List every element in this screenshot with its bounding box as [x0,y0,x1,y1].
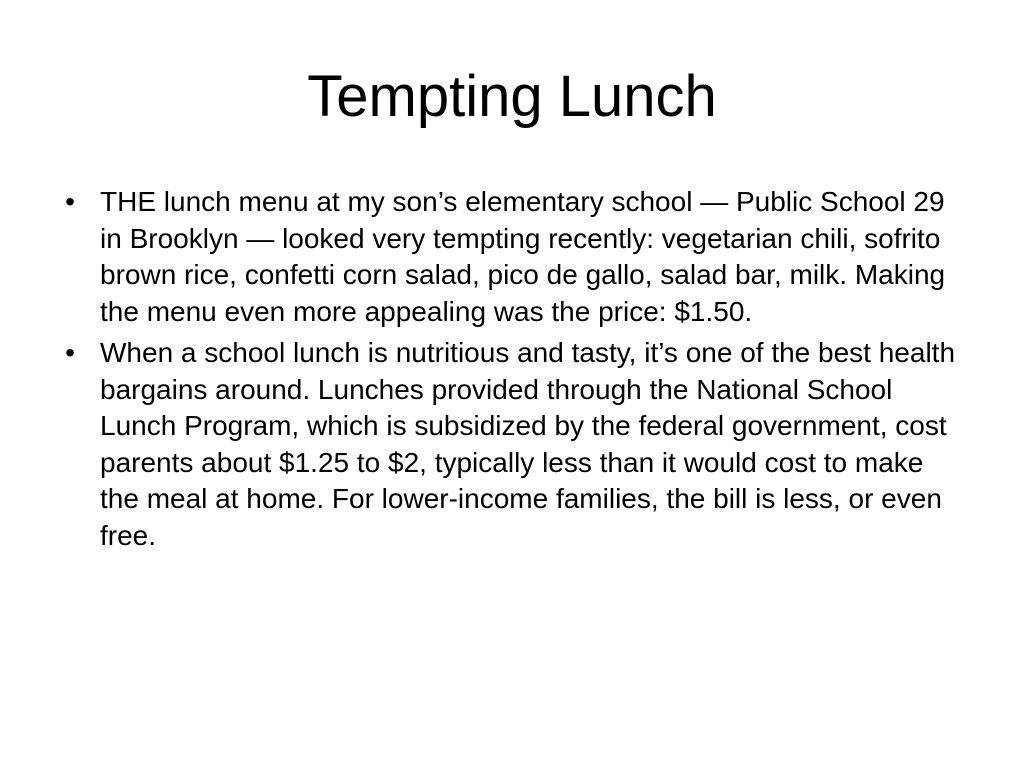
bullet-text: When a school lunch is nutritious and tasty, it’s one of the best health bargains around. Lunches provided through the National School Lunch Program, which is subsidized by the federal government, cost parents about $1.25 to $2, typically less than it would cost to make the meal at home. For lower-income families, the bill is less, or even free. [100,337,956,551]
bullet-item [60,335,960,554]
bullet-list [60,184,960,559]
bullet-text: THE lunch menu at my son’s elementary school — Public School 29 in Brooklyn — looked very tempting recently: vegetarian chili, sofrito brown rice, confetti corn salad, pico de gallo, salad bar, milk. Making the menu even more appealing was the price: $1.50. [100,186,946,327]
slide-title: Tempting Lunch [307,64,717,129]
bullet-dot-icon: • [65,337,75,368]
bullet-item [60,184,960,330]
bullet-dot-icon: • [65,186,75,217]
